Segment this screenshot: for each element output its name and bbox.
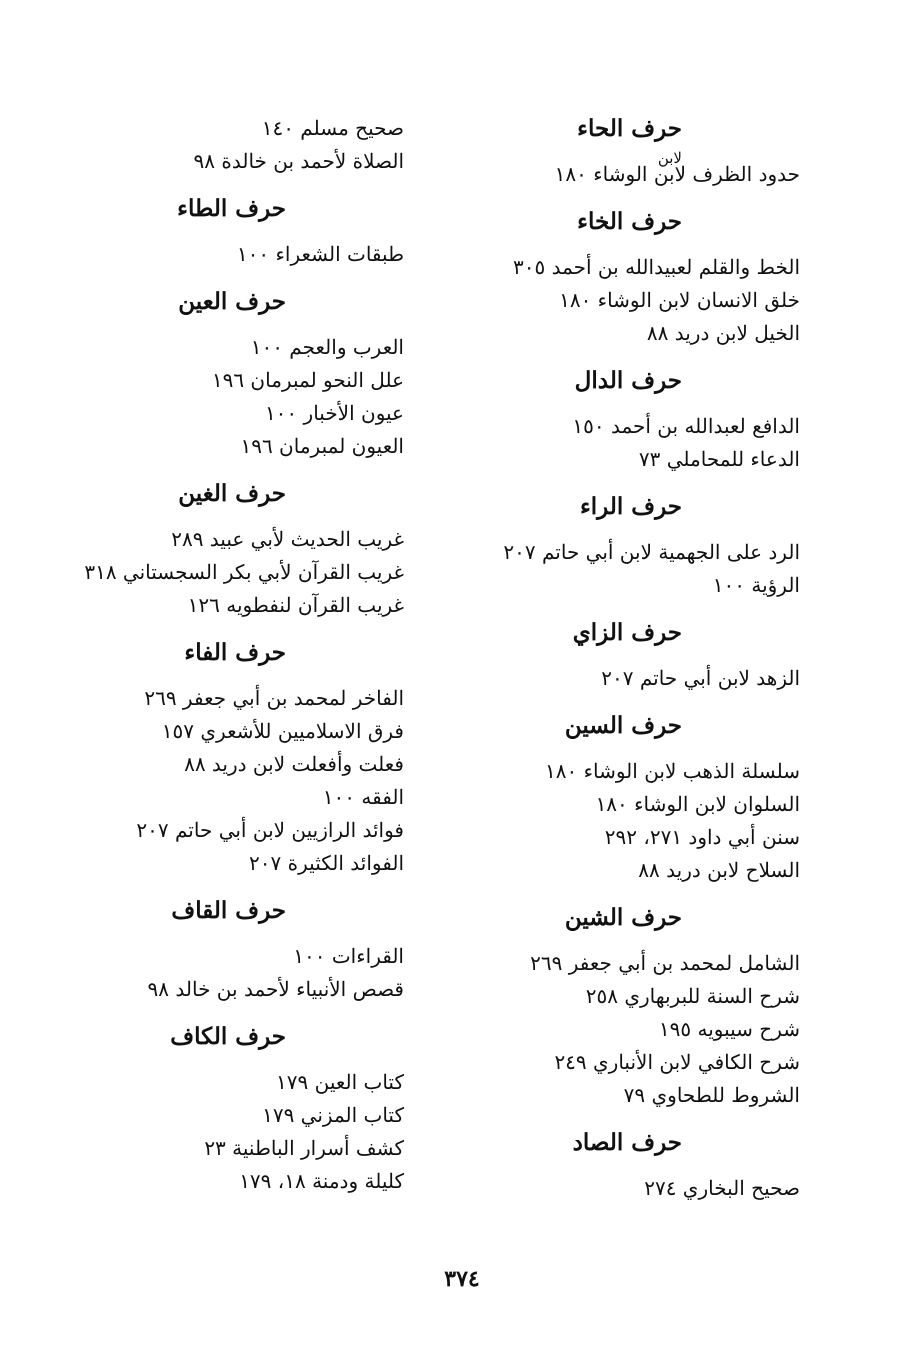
page-number: ٣٧٤ bbox=[444, 1266, 480, 1292]
section-heading: حرف الفاء bbox=[184, 639, 286, 666]
section-heading: حرف الطاء bbox=[177, 195, 286, 222]
section-heading: حرف العين bbox=[178, 288, 286, 315]
index-section bbox=[440, 709, 800, 887]
index-section bbox=[440, 616, 800, 695]
index-entry: شرح الكافي لابن الأنباري ٢٤٩ bbox=[554, 1050, 800, 1074]
index-entry: العرب والعجم ١٠٠ bbox=[250, 335, 404, 359]
index-entry: الفقه ١٠٠ bbox=[322, 785, 404, 809]
index-entry: الشامل لمحمد بن أبي جعفر ٢٦٩ bbox=[530, 951, 800, 975]
index-entry: فرق الاسلاميين للأشعري ١٥٧ bbox=[161, 719, 404, 743]
index-entry: غريب القرآن لنفطويه ١٢٦ bbox=[187, 593, 404, 617]
section-heading: حرف الصاد bbox=[572, 1129, 682, 1156]
left-column bbox=[44, 112, 404, 1212]
section-heading: حرف الشين bbox=[564, 904, 682, 931]
index-entry: الدافع لعبدالله بن أحمد ١٥٠ bbox=[572, 414, 800, 438]
index-section bbox=[44, 636, 404, 880]
index-section bbox=[44, 894, 404, 1006]
index-entry: فعلت وأفعلت لابن دريد ٨٨ bbox=[184, 752, 404, 776]
index-entry: العيون لمبرمان ١٩٦ bbox=[240, 434, 404, 458]
index-entry: الدعاء للمحاملي ٧٣ bbox=[638, 447, 800, 471]
index-section bbox=[44, 477, 404, 622]
index-entry: الزهد لابن أبي حاتم ٢٠٧ bbox=[601, 666, 800, 690]
index-entry: الخيل لابن دريد ٨٨ bbox=[646, 321, 800, 345]
index-entry: شرح السنة للبربهاري ٢٥٨ bbox=[585, 984, 800, 1008]
index-entry: الرؤية ١٠٠ bbox=[712, 573, 800, 597]
index-section bbox=[44, 285, 404, 463]
index-section bbox=[440, 1126, 800, 1205]
index-entry: القراءات ١٠٠ bbox=[293, 944, 404, 968]
index-section bbox=[440, 112, 800, 191]
index-entry: كشف أسرار الباطنية ٢٣ bbox=[204, 1136, 404, 1160]
index-entry: عيون الأخبار ١٠٠ bbox=[264, 401, 404, 425]
right-column bbox=[440, 112, 800, 1219]
index-entry: قصص الأنبياء لأحمد بن خالد ٩٨ bbox=[147, 977, 404, 1001]
index-entry: كتاب العين ١٧٩ bbox=[276, 1070, 404, 1094]
index-entry: خلق الانسان لابن الوشاء ١٨٠ bbox=[559, 288, 800, 312]
index-section bbox=[44, 112, 404, 178]
index-entry: حدود الظرف لابن الوشاء ١٨٠ لابن bbox=[440, 158, 800, 191]
index-entry: الفاخر لمحمد بن أبي جعفر ٢٦٩ bbox=[144, 686, 404, 710]
index-entry: السلوان لابن الوشاء ١٨٠ bbox=[595, 792, 800, 816]
index-section bbox=[440, 490, 800, 602]
section-heading: حرف الغين bbox=[178, 480, 286, 507]
index-entry: الشروط للطحاوي ٧٩ bbox=[623, 1083, 800, 1107]
index-section bbox=[440, 205, 800, 350]
section-heading: حرف القاف bbox=[171, 897, 286, 924]
section-heading: حرف الراء bbox=[579, 493, 682, 520]
section-heading: حرف الخاء bbox=[577, 208, 682, 235]
index-entry: الفوائد الكثيرة ٢٠٧ bbox=[249, 851, 404, 875]
index-entry: كتاب المزني ١٧٩ bbox=[262, 1103, 404, 1127]
index-entry: الخط والقلم لعبيدالله بن أحمد ٣٠٥ bbox=[513, 255, 800, 279]
index-entry: فوائد الرازيين لابن أبي حاتم ٢٠٧ bbox=[136, 818, 404, 842]
index-entry: صحيح البخاري ٢٧٤ bbox=[644, 1176, 800, 1200]
index-section bbox=[44, 192, 404, 271]
index-entry: علل النحو لمبرمان ١٩٦ bbox=[211, 368, 404, 392]
index-entry: سنن أبي داود ٢٧١، ٢٩٢ bbox=[604, 825, 800, 849]
index-entry: الصلاة لأحمد بن خالدة ٩٨ bbox=[193, 149, 404, 173]
section-heading: حرف الكاف bbox=[170, 1023, 286, 1050]
section-heading: حرف الحاء bbox=[577, 115, 682, 142]
index-entry: الرد على الجهمية لابن أبي حاتم ٢٠٧ bbox=[503, 540, 800, 564]
index-entry: سلسلة الذهب لابن الوشاء ١٨٠ bbox=[545, 759, 800, 783]
correction-note: لابن bbox=[657, 149, 682, 167]
index-entry: طبقات الشعراء ١٠٠ bbox=[236, 242, 404, 266]
index-section bbox=[440, 364, 800, 476]
index-section bbox=[440, 901, 800, 1112]
section-heading: حرف الزاي bbox=[572, 619, 682, 646]
section-heading: حرف الدال bbox=[574, 367, 682, 394]
index-entry: صحيح مسلم ١٤٠ bbox=[261, 116, 404, 140]
index-entry: غريب الحديث لأبي عبيد ٢٨٩ bbox=[171, 527, 404, 551]
section-heading: حرف السين bbox=[564, 712, 682, 739]
index-entry: السلاح لابن دريد ٨٨ bbox=[638, 858, 800, 882]
index-entry: شرح سيبويه ١٩٥ bbox=[658, 1017, 800, 1041]
index-entry: كليلة ودمنة ١٨، ١٧٩ bbox=[239, 1169, 404, 1193]
index-section bbox=[44, 1020, 404, 1198]
index-entry: غريب القرآن لأبي بكر السجستاني ٣١٨ bbox=[84, 560, 404, 584]
